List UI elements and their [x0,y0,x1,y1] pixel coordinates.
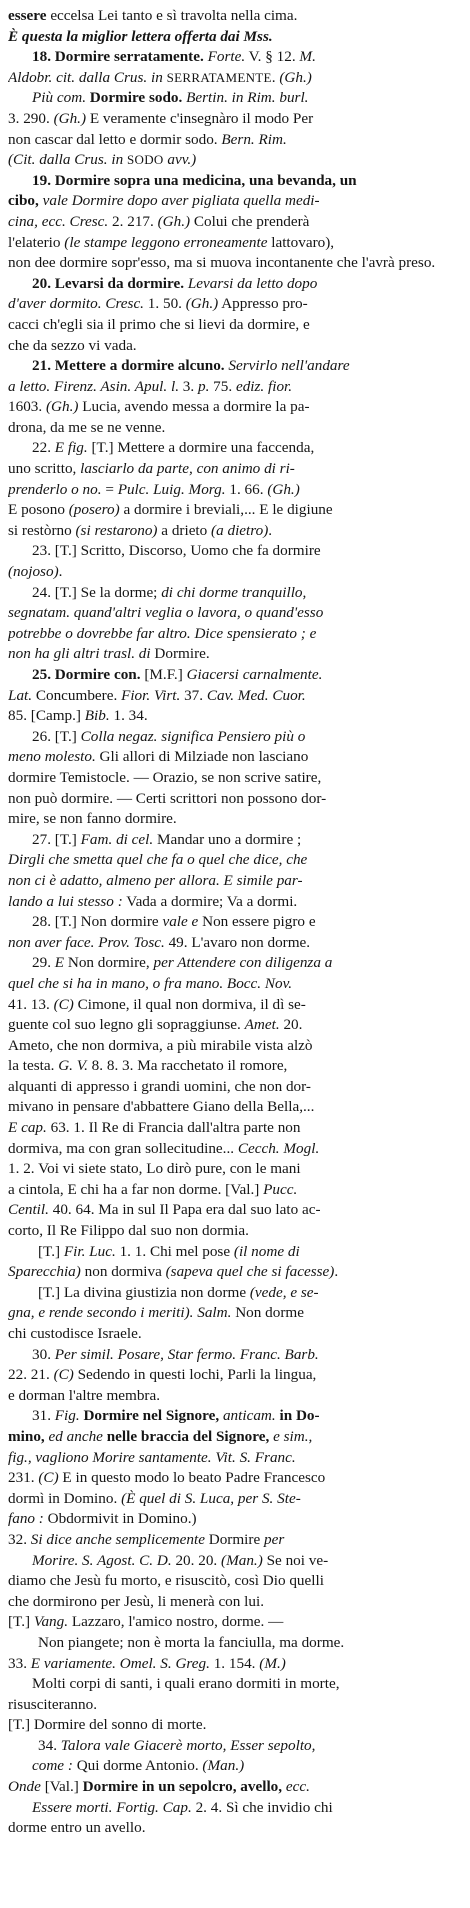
text-segment: È questa la miglior lettera offerta dai Mss. [8,27,273,45]
text-segment: (posero) [68,501,120,519]
text-line [8,1200,460,1221]
text-segment: lattovaro), [267,233,335,251]
text-segment: 2. 217. [108,212,158,230]
text-line [8,233,460,254]
text-line [8,130,460,151]
text-segment: (C) [53,1366,74,1384]
text-segment: Dormire [204,1530,264,1548]
text-line [8,1242,460,1263]
text-segment: 3. 290. [8,109,54,127]
text-segment: fig., vagliono Morire santamente. Vit. S. Franc. [8,1448,296,1466]
text-segment: V. § 12. [245,48,300,66]
text-line [8,1303,460,1324]
text-segment: per Attendere con diligenza a [153,954,333,972]
text-line [8,1571,460,1592]
text-line [8,1654,460,1675]
text-segment: Non piangete; non è morta la fanciulla, ma dorme. [38,1633,345,1651]
text-segment: 3. [179,377,198,395]
text-line [8,892,460,913]
text-segment: [T.] [38,1242,64,1260]
text-segment: non può dormire. — Certi scrittori non possono dor- [8,789,327,807]
text-line [8,1386,460,1407]
text-line [8,1509,460,1530]
text-segment: (Gh.) [45,398,79,416]
text-line [8,1180,460,1201]
text-segment: Obdormivit in Domino.) [43,1510,197,1528]
text-line [8,1139,460,1160]
text-segment: . [271,68,280,86]
text-segment: 8. 8. 3. Ma racchetato il romore, [87,1057,288,1075]
text-segment: non aver face. Prov. Tosc. [8,933,165,951]
text-segment: [T.] Dormire del sonno di morte. [8,1716,207,1734]
text-segment: 19. Dormire sopra una medicina, una bevanda, un [32,171,357,189]
text-segment: cina, ecc. Cresc. [8,212,109,230]
text-line [8,1489,460,1510]
text-segment: vale e [162,913,199,931]
text-segment: 18. Dormire serratamente. [32,48,204,66]
text-line [8,6,460,27]
text-segment: non dee dormire sopr'esso, ma si muova incontanente che l'avrà preso. [8,254,436,272]
text-segment: 49. L'avaro non dorme. [164,933,311,951]
text-segment: 41. 13. [8,995,54,1013]
text-line [8,1530,460,1551]
text-line [8,1427,460,1448]
text-segment: Amet. [244,1016,280,1034]
text-segment: [T.] La divina giustizia non dorme [38,1283,250,1301]
text-line [8,644,460,665]
text-segment: (Gh.) [279,68,312,86]
text-segment: 75. [209,377,236,395]
text-segment: (vede, e se- [249,1283,319,1301]
text-line [8,1612,460,1633]
text-line [8,438,460,459]
text-segment: 1. 50. [143,295,186,313]
text-segment: = [101,480,118,498]
text-segment: e sim., [269,1427,313,1445]
text-line [8,1015,460,1036]
text-segment: mivano in pensare d'abbattere Giano della Bella,... [8,1098,315,1116]
text-line [8,1715,460,1736]
text-line [8,212,460,233]
text-line [8,1798,460,1819]
text-line [8,830,460,851]
text-segment: 231. [8,1469,39,1487]
text-segment: potrebbe o dovrebbe far altro. Dice spensierato ; e [8,624,317,642]
text-segment: 22. 21. [8,1366,54,1384]
text-segment: [T.] Mettere a dormire una faccenda, [87,439,315,457]
text-line [8,1756,460,1777]
text-line [8,809,460,830]
text-segment: Lazzaro, l'amico nostro, dorme. — [68,1613,284,1631]
text-segment: p. [197,377,210,395]
text-segment: Qui dorme Antonio. [72,1757,203,1775]
text-segment: guente col suo legno gli sopraggiunse. [8,1016,245,1034]
text-segment: a cintola, E chi ha a far non dorme. [Val.] [8,1180,264,1198]
text-segment: dorme entro un avello. [8,1819,146,1837]
text-segment: (si restarono) [75,521,158,539]
text-line [8,27,460,48]
text-segment: 20. Levarsi da dormire. [32,274,185,292]
text-segment: Centil. [8,1201,49,1219]
text-segment: d'aver dormito. Cresc. [8,295,144,313]
text-segment: drona, da me se ne venne. [8,418,166,436]
text-line [8,500,460,521]
text-segment: Per simil. Posare, Star fermo. Franc. Barb. [54,1345,319,1363]
text-segment: Talora vale Giacerè morto, Esser sepolto, [60,1736,316,1754]
text-segment: 2. 4. Sì che invidio chi [191,1798,333,1816]
text-segment: quel che si ha in mano, o fra mano. Bocc. Nov. [8,974,293,992]
text-segment: Mandar uno a dormire ; [153,830,302,848]
text-segment: dormire Temistocle. — Orazio, se non scrive satire, [8,768,322,786]
text-segment: Cav. Med. Cuor. [206,686,306,704]
text-segment: Giacersi carnalmente. [186,666,323,683]
text-segment: Vang. [33,1613,69,1631]
text-segment: Essere morti. Fortig. Cap. [32,1798,192,1816]
text-segment: in Do- [275,1407,320,1425]
text-segment: di chi dorme tranquillo, [161,583,307,601]
text-segment: alquanti di appresso i grandi uomini, che non dor- [8,1077,311,1095]
text-segment: Lucia, avendo messa a dormire la pa- [78,398,310,416]
text-segment: si restòrno [8,521,76,539]
text-segment: Si dice anche semplicemente [30,1530,205,1548]
text-segment: 27. [T.] [32,830,81,848]
text-segment: gna, e rende secondo i meriti). Salm. [8,1304,232,1322]
text-segment: SERRATAMENTE [166,69,272,85]
text-segment: non cascar dal letto e dormir sodo. [8,130,222,148]
text-segment: cibo, [8,192,39,210]
text-segment: cacci ch'egli sia il primo che si lievi da dormire, e [8,315,310,333]
text-segment: 1. 1. Chi mel pose [115,1242,234,1260]
text-line [8,974,460,995]
text-line [8,1736,460,1757]
text-line [8,624,460,645]
text-segment: nelle braccia del Signore, [102,1427,270,1445]
text-line [8,397,460,418]
text-line [8,583,460,604]
text-segment: 33. [8,1654,31,1672]
text-segment: 25. Dormire con. [32,666,141,683]
text-segment: Non essere pigro e [198,913,316,931]
text-segment: (M.) [259,1654,286,1672]
text-line [8,150,460,171]
text-segment: Bertin. in Rim. burl. [182,89,309,107]
text-segment: ecc. [282,1778,310,1796]
text-segment: E posono [8,501,69,519]
text-segment: mire, se non fanno dormire. [8,810,177,828]
text-segment: 22. [32,439,55,457]
text-segment: (le stampe leggono erroneamente [64,233,268,251]
text-segment: essere [8,7,47,24]
text-segment: la testa. [8,1057,59,1075]
text-segment: 29. [32,954,55,972]
text-segment: M. [299,48,316,66]
text-line [8,1077,460,1098]
text-segment: corto, Il Re Filippo dal suo non dormia. [8,1222,249,1240]
text-segment: eccelsa Lei tanto e sì travolta nella cima. [46,7,298,24]
text-line [8,521,460,542]
text-segment: Molti corpi di santi, i quali erano dormiti in morte, [32,1675,340,1693]
text-line [8,274,460,295]
text-line [8,315,460,336]
text-segment: (Man.) [202,1757,245,1775]
text-segment: Più com. [32,89,86,107]
text-segment: (sapeva quel che si facesse) [165,1263,335,1281]
text-line [8,418,460,439]
text-segment: (Gh.) [267,480,300,498]
text-segment: Colui che prenderà [190,212,310,230]
text-segment: Sparecchia) [8,1263,81,1281]
text-segment: Fior. Virt. [121,686,181,704]
text-segment: a drieto [157,521,212,539]
text-segment: 23. [T.] Scritto, Discorso, Uomo che fa dormire [32,542,321,560]
text-line [8,1262,460,1283]
text-segment: per [264,1530,285,1548]
text-segment: fano : [8,1510,44,1528]
text-line [8,459,460,480]
text-segment: (a dietro) [211,521,269,539]
text-line [8,706,460,727]
text-segment: E variamente. Omel. S. Greg. [30,1654,210,1672]
text-line [8,1324,460,1345]
text-segment: Onde [8,1778,41,1796]
text-segment: . [268,521,273,539]
text-segment: Non dorme [231,1304,304,1322]
text-segment: chi custodisce Israele. [8,1325,142,1342]
text-segment: ediz. fior. [235,377,293,395]
text-segment: lasciarlo da parte, con animo di ri- [80,460,295,478]
text-line [8,1448,460,1469]
text-segment: E fig. [54,439,88,457]
text-segment: . [334,1263,339,1281]
text-line [8,933,460,954]
text-line [8,1118,460,1139]
text-segment: [Val.] [40,1778,83,1796]
text-line [8,871,460,892]
text-segment: Pulc. Luig. Morg. [117,480,226,498]
text-segment: Sedendo in questi lochi, Parli la lingua, [73,1366,317,1384]
text-segment: diamo che Jesù fu morto, e risuscitò, così Dio quelli [8,1572,324,1590]
text-line [8,912,460,933]
text-segment: (Cit. dalla Crus. in [8,151,127,169]
text-segment: Aldobr. cit. dalla Crus. in [8,68,167,86]
text-segment: 37. [180,686,207,704]
text-line [8,1406,460,1427]
text-segment: Dormire nel Signore, [79,1407,220,1425]
text-line [8,789,460,810]
text-segment: ed anche [44,1427,103,1445]
text-segment: 1. 2. Voi vi siete stato, Lo dirò pure, con le mani [8,1160,301,1178]
text-segment: 26. [T.] [32,727,81,745]
text-segment: 85. [Camp.] [8,707,85,725]
text-line [8,1633,460,1654]
text-line [8,850,460,871]
text-line [8,1818,460,1839]
text-segment: dormiva, ma con gran sollecitudine... [8,1139,238,1157]
text-line [8,1159,460,1180]
text-segment: Dirgli che smetta quel che fa o quel che dice, che [8,851,308,869]
text-line [8,1695,460,1716]
text-line [8,356,460,377]
text-segment: Fam. di cel. [80,830,154,848]
text-segment: Colla negaz. significa Pensiero più o [80,727,306,745]
text-line [8,1283,460,1304]
text-segment: E [54,954,65,972]
text-line [8,995,460,1016]
text-segment: anticam. [219,1407,276,1425]
text-segment: 1. 154. [209,1654,260,1672]
text-segment: 1603. [8,398,46,416]
text-segment: Se noi ve- [262,1551,329,1569]
text-segment: 1. 34. [109,707,148,725]
text-line [8,1551,460,1572]
text-segment: 30. [32,1345,55,1363]
text-segment: lando a lui stesso : [8,892,123,910]
text-segment: a letto. Firenz. Asin. Apul. l. [8,377,179,395]
text-line [8,665,460,686]
text-segment: E in questo modo lo beato Padre Francesco [58,1469,326,1487]
text-segment: (nojoso) [8,563,59,581]
text-segment: Fig. [54,1407,80,1425]
text-segment: risusciteranno. [8,1695,97,1713]
text-segment: Appresso pro- [218,295,308,313]
text-line [8,541,460,562]
text-line [8,953,460,974]
text-segment: 32. [8,1530,31,1548]
text-segment: Bib. [84,707,110,725]
text-segment: Fir. Luc. [63,1242,116,1260]
text-segment: (il nome di [233,1242,300,1260]
text-segment: l'elaterio [8,233,65,251]
text-segment: (Man.) [221,1551,263,1569]
text-line [8,109,460,130]
text-segment: Morire. S. Agost. C. D. [32,1551,172,1569]
text-segment: vale Dormire dopo aver pigliata quella medi- [38,192,320,210]
text-segment: (È quel di S. Luca, per S. Ste- [121,1489,301,1507]
text-line [8,686,460,707]
text-segment: (C) [38,1469,59,1487]
text-line [8,1221,460,1242]
text-segment: (Gh.) [53,109,87,127]
text-line [8,47,460,68]
text-segment: meno molesto. [8,748,96,766]
text-segment: E veramente c'insegnàro il modo Per [86,109,314,127]
text-segment: Non dormire, [64,954,154,972]
text-segment: Levarsi da letto dopo [184,274,318,292]
text-line [8,727,460,748]
page-text [8,6,460,1839]
text-line [8,1056,460,1077]
text-segment: non ha gli altri trasl. di [8,645,151,663]
text-line [8,253,460,274]
text-segment: G. V. [58,1057,88,1075]
text-line [8,294,460,315]
text-segment: dormì in Domino. [8,1489,122,1507]
text-segment: avv.) [163,151,197,169]
text-segment: 63. 1. Il Re di Francia dall'altra parte non [46,1119,301,1137]
text-line [8,336,460,357]
text-segment: [M.F.] [140,666,187,683]
text-segment: . [58,563,63,581]
text-line [8,562,460,583]
text-segment: SODO [127,152,164,168]
text-line [8,1592,460,1613]
text-segment: non dormiva [80,1263,166,1281]
text-segment: che da sezzo vi vada. [8,336,137,354]
text-line [8,1345,460,1366]
text-segment: 34. [38,1736,61,1754]
text-segment: Servirlo nell'andare [224,357,350,375]
text-line [8,1674,460,1695]
text-segment: (C) [53,995,74,1013]
text-segment: Cimone, il qual non dormiva, il dì se- [73,995,306,1013]
text-line [8,1468,460,1489]
text-line [8,1365,460,1386]
text-line [8,191,460,212]
text-segment: prenderlo o no. [8,480,102,498]
text-segment: 20. [279,1016,303,1034]
text-segment: e dorman l'altre membra. [8,1386,161,1404]
text-segment: Dormire in un sepolcro, avello, [82,1778,283,1796]
text-line [8,1097,460,1118]
text-segment: 1. 66. [225,480,268,498]
text-segment: (Gh.) [185,295,219,313]
text-segment: 40. 64. Ma in sul Il Papa era dal suo lato ac- [48,1201,321,1219]
text-segment: Forte. [203,48,246,66]
text-segment: non ci è adatto, almeno per allora. E simile par- [8,871,303,889]
text-line [8,747,460,768]
text-segment: 31. [32,1407,55,1425]
text-line [8,171,460,192]
text-segment: Pucc. [263,1180,298,1198]
text-segment: come : [32,1757,73,1775]
text-segment: uno scritto, [8,460,81,478]
text-segment: Gli allori di Milziade non lasciano [95,748,309,766]
text-segment: a dormire i breviali,... E le digiune [119,501,333,519]
text-segment: Concumbere. [32,686,122,704]
text-line [8,603,460,624]
text-segment: Lat. [8,686,33,704]
text-line [8,1036,460,1057]
text-line [8,480,460,501]
text-segment: [T.] [8,1613,34,1631]
text-line [8,377,460,398]
text-line [8,88,460,109]
text-segment: 24. [T.] Se la dorme; [32,583,162,601]
text-segment: Dormire. [150,645,210,663]
text-line [8,768,460,789]
text-segment: (Gh.) [157,212,191,230]
text-segment: Vada a dormire; Va a dormi. [122,892,298,910]
text-segment: 21. Mettere a dormire alcuno. [32,357,225,375]
text-segment: E cap. [8,1119,47,1137]
text-segment: mino, [8,1427,45,1445]
text-segment: Cecch. Mogl. [237,1139,320,1157]
text-segment: Ameto, che non dormiva, a più mirabile vista alzò [8,1036,313,1054]
text-segment: 20. 20. [171,1551,222,1569]
text-segment: 28. [T.] Non dormire [32,913,163,931]
text-segment: segnatam. quand'altri veglia o lavora, o quand'esso [8,604,324,622]
text-segment: Dormire sodo. [86,89,183,107]
text-line [8,68,460,89]
text-line [8,1777,460,1798]
text-segment: che dormirono per Jesù, li menerà con lui. [8,1592,264,1610]
text-segment: Bern. Rim. [221,130,287,148]
